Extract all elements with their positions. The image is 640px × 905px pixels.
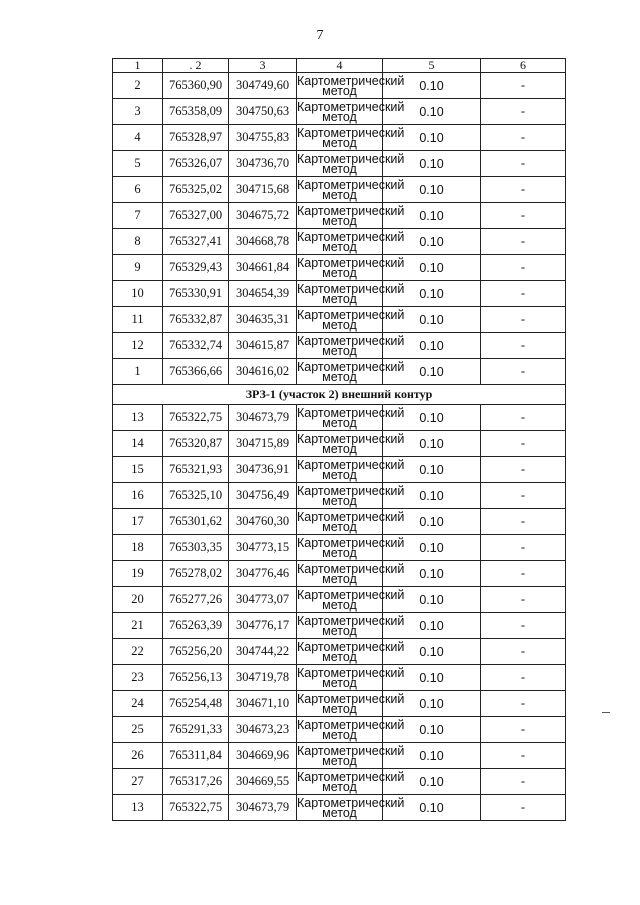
method-cell: Картометрический метод bbox=[297, 743, 405, 768]
point-number: 26 bbox=[113, 743, 163, 769]
note-cell: - bbox=[481, 483, 566, 509]
table-row bbox=[113, 229, 566, 255]
y-coordinate: 304773,07 bbox=[229, 587, 297, 613]
x-coordinate: 765301,62 bbox=[163, 509, 229, 535]
note-cell: - bbox=[481, 457, 566, 483]
method-cell: Картометрический метод bbox=[297, 717, 405, 742]
table-row bbox=[113, 99, 566, 125]
y-coordinate: 304736,70 bbox=[229, 151, 297, 177]
y-coordinate: 304750,63 bbox=[229, 99, 297, 125]
x-coordinate: 765321,93 bbox=[163, 457, 229, 483]
method-cell: Картометрический метод bbox=[297, 431, 405, 456]
precision-cell: 0.10 bbox=[383, 509, 481, 535]
point-number: 24 bbox=[113, 691, 163, 717]
x-coordinate: 765325,02 bbox=[163, 177, 229, 203]
point-number: 20 bbox=[113, 587, 163, 613]
method-cell: Картометрический метод bbox=[297, 333, 405, 358]
point-number: 19 bbox=[113, 561, 163, 587]
note-cell: - bbox=[481, 255, 566, 281]
page-number: 7 bbox=[316, 28, 324, 43]
method-cell: Картометрический метод bbox=[297, 769, 405, 794]
y-coordinate: 304749,60 bbox=[229, 73, 297, 99]
method-cell: Картометрический метод bbox=[297, 795, 405, 820]
point-number: 17 bbox=[113, 509, 163, 535]
y-coordinate: 304661,84 bbox=[229, 255, 297, 281]
method-cell: Картометрический метод bbox=[297, 99, 405, 124]
y-coordinate: 304719,78 bbox=[229, 665, 297, 691]
header-row bbox=[113, 59, 566, 73]
precision-cell: 0.10 bbox=[383, 229, 481, 255]
method-cell: Картометрический метод bbox=[297, 177, 405, 202]
table-row bbox=[113, 535, 566, 561]
table-row bbox=[113, 431, 566, 457]
method-cell: Картометрический метод bbox=[297, 691, 405, 716]
method-cell: Картометрический метод bbox=[297, 151, 405, 176]
note-cell: - bbox=[481, 743, 566, 769]
x-coordinate: 765256,13 bbox=[163, 665, 229, 691]
precision-cell: 0.10 bbox=[383, 769, 481, 795]
method-cell: Картометрический метод bbox=[297, 483, 405, 508]
section-row bbox=[113, 385, 566, 405]
table-row bbox=[113, 405, 566, 431]
note-cell: - bbox=[481, 769, 566, 795]
point-number: 4 bbox=[113, 125, 163, 151]
x-coordinate: 765303,35 bbox=[163, 535, 229, 561]
x-coordinate: 765358,09 bbox=[163, 99, 229, 125]
y-coordinate: 304654,39 bbox=[229, 281, 297, 307]
point-number: 15 bbox=[113, 457, 163, 483]
note-cell: - bbox=[481, 535, 566, 561]
note-cell: - bbox=[481, 561, 566, 587]
x-coordinate: 765277,26 bbox=[163, 587, 229, 613]
y-coordinate: 304715,68 bbox=[229, 177, 297, 203]
precision-cell: 0.10 bbox=[383, 639, 481, 665]
point-number: 27 bbox=[113, 769, 163, 795]
note-cell: - bbox=[481, 281, 566, 307]
method-cell: Картометрический метод bbox=[297, 561, 405, 586]
note-cell: - bbox=[481, 717, 566, 743]
point-number: 12 bbox=[113, 333, 163, 359]
y-coordinate: 304755,83 bbox=[229, 125, 297, 151]
precision-cell: 0.10 bbox=[383, 457, 481, 483]
table-row bbox=[113, 717, 566, 743]
note-cell: - bbox=[481, 307, 566, 333]
table-row bbox=[113, 281, 566, 307]
coordinates-table bbox=[112, 58, 566, 821]
y-coordinate: 304760,30 bbox=[229, 509, 297, 535]
method-cell: Картометрический метод bbox=[297, 457, 405, 482]
x-coordinate: 765360,90 bbox=[163, 73, 229, 99]
point-number: 9 bbox=[113, 255, 163, 281]
y-coordinate: 304756,49 bbox=[229, 483, 297, 509]
method-cell: Картометрический метод bbox=[297, 229, 405, 254]
note-cell: - bbox=[481, 639, 566, 665]
precision-cell: 0.10 bbox=[383, 281, 481, 307]
y-coordinate: 304776,46 bbox=[229, 561, 297, 587]
method-cell: Картометрический метод bbox=[297, 535, 405, 560]
y-coordinate: 304744,22 bbox=[229, 639, 297, 665]
table-row bbox=[113, 483, 566, 509]
table-row bbox=[113, 509, 566, 535]
table-row bbox=[113, 743, 566, 769]
x-coordinate: 765325,10 bbox=[163, 483, 229, 509]
table-row bbox=[113, 613, 566, 639]
note-cell: - bbox=[481, 151, 566, 177]
point-number: 8 bbox=[113, 229, 163, 255]
y-coordinate: 304673,79 bbox=[229, 795, 297, 821]
precision-cell: 0.10 bbox=[383, 587, 481, 613]
note-cell: - bbox=[481, 203, 566, 229]
x-coordinate: 765322,75 bbox=[163, 405, 229, 431]
column-header: 3 bbox=[229, 59, 297, 73]
x-coordinate: 765328,97 bbox=[163, 125, 229, 151]
y-coordinate: 304615,87 bbox=[229, 333, 297, 359]
table-row bbox=[113, 561, 566, 587]
table-row bbox=[113, 665, 566, 691]
y-coordinate: 304671,10 bbox=[229, 691, 297, 717]
note-cell: - bbox=[481, 509, 566, 535]
table-row bbox=[113, 73, 566, 99]
point-number: 21 bbox=[113, 613, 163, 639]
note-cell: - bbox=[481, 229, 566, 255]
point-number: 3 bbox=[113, 99, 163, 125]
x-coordinate: 765326,07 bbox=[163, 151, 229, 177]
table-row bbox=[113, 769, 566, 795]
method-cell: Картометрический метод bbox=[297, 125, 405, 150]
method-cell: Картометрический метод bbox=[297, 587, 405, 612]
note-cell: - bbox=[481, 125, 566, 151]
method-cell: Картометрический метод bbox=[297, 639, 405, 664]
column-header: 6 bbox=[481, 59, 566, 73]
x-coordinate: 765329,43 bbox=[163, 255, 229, 281]
y-coordinate: 304668,78 bbox=[229, 229, 297, 255]
x-coordinate: 765317,26 bbox=[163, 769, 229, 795]
column-header: . 2 bbox=[163, 59, 229, 73]
method-cell: Картометрический метод bbox=[297, 307, 405, 332]
precision-cell: 0.10 bbox=[383, 561, 481, 587]
y-coordinate: 304635,31 bbox=[229, 307, 297, 333]
margin-mark bbox=[602, 712, 610, 713]
precision-cell: 0.10 bbox=[383, 99, 481, 125]
precision-cell: 0.10 bbox=[383, 405, 481, 431]
precision-cell: 0.10 bbox=[383, 535, 481, 561]
precision-cell: 0.10 bbox=[383, 795, 481, 821]
method-cell: Картометрический метод bbox=[297, 613, 405, 638]
point-number: 1 bbox=[113, 359, 163, 385]
method-cell: Картометрический метод bbox=[297, 665, 405, 690]
y-coordinate: 304776,17 bbox=[229, 613, 297, 639]
precision-cell: 0.10 bbox=[383, 359, 481, 385]
precision-cell: 0.10 bbox=[383, 743, 481, 769]
x-coordinate: 765330,91 bbox=[163, 281, 229, 307]
method-cell: Картометрический метод bbox=[297, 203, 405, 228]
point-number: 13 bbox=[113, 795, 163, 821]
precision-cell: 0.10 bbox=[383, 717, 481, 743]
x-coordinate: 765332,74 bbox=[163, 333, 229, 359]
note-cell: - bbox=[481, 665, 566, 691]
table-row bbox=[113, 203, 566, 229]
note-cell: - bbox=[481, 587, 566, 613]
note-cell: - bbox=[481, 795, 566, 821]
precision-cell: 0.10 bbox=[383, 691, 481, 717]
x-coordinate: 765332,87 bbox=[163, 307, 229, 333]
y-coordinate: 304715,89 bbox=[229, 431, 297, 457]
x-coordinate: 765320,87 bbox=[163, 431, 229, 457]
y-coordinate: 304669,96 bbox=[229, 743, 297, 769]
note-cell: - bbox=[481, 73, 566, 99]
column-header: 4 bbox=[297, 59, 383, 73]
note-cell: - bbox=[481, 99, 566, 125]
note-cell: - bbox=[481, 431, 566, 457]
column-header: 5 bbox=[383, 59, 481, 73]
precision-cell: 0.10 bbox=[383, 73, 481, 99]
point-number: 14 bbox=[113, 431, 163, 457]
x-coordinate: 765278,02 bbox=[163, 561, 229, 587]
x-coordinate: 765366,66 bbox=[163, 359, 229, 385]
point-number: 18 bbox=[113, 535, 163, 561]
point-number: 11 bbox=[113, 307, 163, 333]
method-cell: Картометрический метод bbox=[297, 255, 405, 280]
note-cell: - bbox=[481, 613, 566, 639]
table-row bbox=[113, 307, 566, 333]
table-row bbox=[113, 795, 566, 821]
point-number: 22 bbox=[113, 639, 163, 665]
table-row bbox=[113, 125, 566, 151]
precision-cell: 0.10 bbox=[383, 665, 481, 691]
point-number: 7 bbox=[113, 203, 163, 229]
precision-cell: 0.10 bbox=[383, 177, 481, 203]
point-number: 16 bbox=[113, 483, 163, 509]
table-row bbox=[113, 333, 566, 359]
y-coordinate: 304673,23 bbox=[229, 717, 297, 743]
y-coordinate: 304669,55 bbox=[229, 769, 297, 795]
precision-cell: 0.10 bbox=[383, 483, 481, 509]
note-cell: - bbox=[481, 405, 566, 431]
y-coordinate: 304773,15 bbox=[229, 535, 297, 561]
point-number: 23 bbox=[113, 665, 163, 691]
y-coordinate: 304616,02 bbox=[229, 359, 297, 385]
method-cell: Картометрический метод bbox=[297, 405, 405, 430]
x-coordinate: 765291,33 bbox=[163, 717, 229, 743]
column-header: 1 bbox=[113, 59, 163, 73]
note-cell: - bbox=[481, 333, 566, 359]
y-coordinate: 304736,91 bbox=[229, 457, 297, 483]
method-cell: Картометрический метод bbox=[297, 281, 405, 306]
x-coordinate: 765263,39 bbox=[163, 613, 229, 639]
table-row bbox=[113, 255, 566, 281]
x-coordinate: 765327,00 bbox=[163, 203, 229, 229]
note-cell: - bbox=[481, 691, 566, 717]
precision-cell: 0.10 bbox=[383, 203, 481, 229]
precision-cell: 0.10 bbox=[383, 125, 481, 151]
x-coordinate: 765311,84 bbox=[163, 743, 229, 769]
x-coordinate: 765327,41 bbox=[163, 229, 229, 255]
x-coordinate: 765256,20 bbox=[163, 639, 229, 665]
method-cell: Картометрический метод bbox=[297, 509, 405, 534]
precision-cell: 0.10 bbox=[383, 431, 481, 457]
precision-cell: 0.10 bbox=[383, 151, 481, 177]
point-number: 10 bbox=[113, 281, 163, 307]
point-number: 5 bbox=[113, 151, 163, 177]
table-row bbox=[113, 691, 566, 717]
precision-cell: 0.10 bbox=[383, 307, 481, 333]
note-cell: - bbox=[481, 359, 566, 385]
point-number: 13 bbox=[113, 405, 163, 431]
note-cell: - bbox=[481, 177, 566, 203]
point-number: 2 bbox=[113, 73, 163, 99]
precision-cell: 0.10 bbox=[383, 333, 481, 359]
table-row bbox=[113, 359, 566, 385]
table-row bbox=[113, 587, 566, 613]
table-row bbox=[113, 177, 566, 203]
table-row bbox=[113, 639, 566, 665]
method-cell: Картометрический метод bbox=[297, 359, 405, 384]
precision-cell: 0.10 bbox=[383, 613, 481, 639]
table-row bbox=[113, 151, 566, 177]
y-coordinate: 304675,72 bbox=[229, 203, 297, 229]
section-title: ЗРЗ-1 (участок 2) внешний контур bbox=[113, 385, 566, 405]
method-cell: Картометрический метод bbox=[297, 73, 405, 98]
table-row bbox=[113, 457, 566, 483]
y-coordinate: 304673,79 bbox=[229, 405, 297, 431]
point-number: 25 bbox=[113, 717, 163, 743]
x-coordinate: 765322,75 bbox=[163, 795, 229, 821]
x-coordinate: 765254,48 bbox=[163, 691, 229, 717]
point-number: 6 bbox=[113, 177, 163, 203]
precision-cell: 0.10 bbox=[383, 255, 481, 281]
